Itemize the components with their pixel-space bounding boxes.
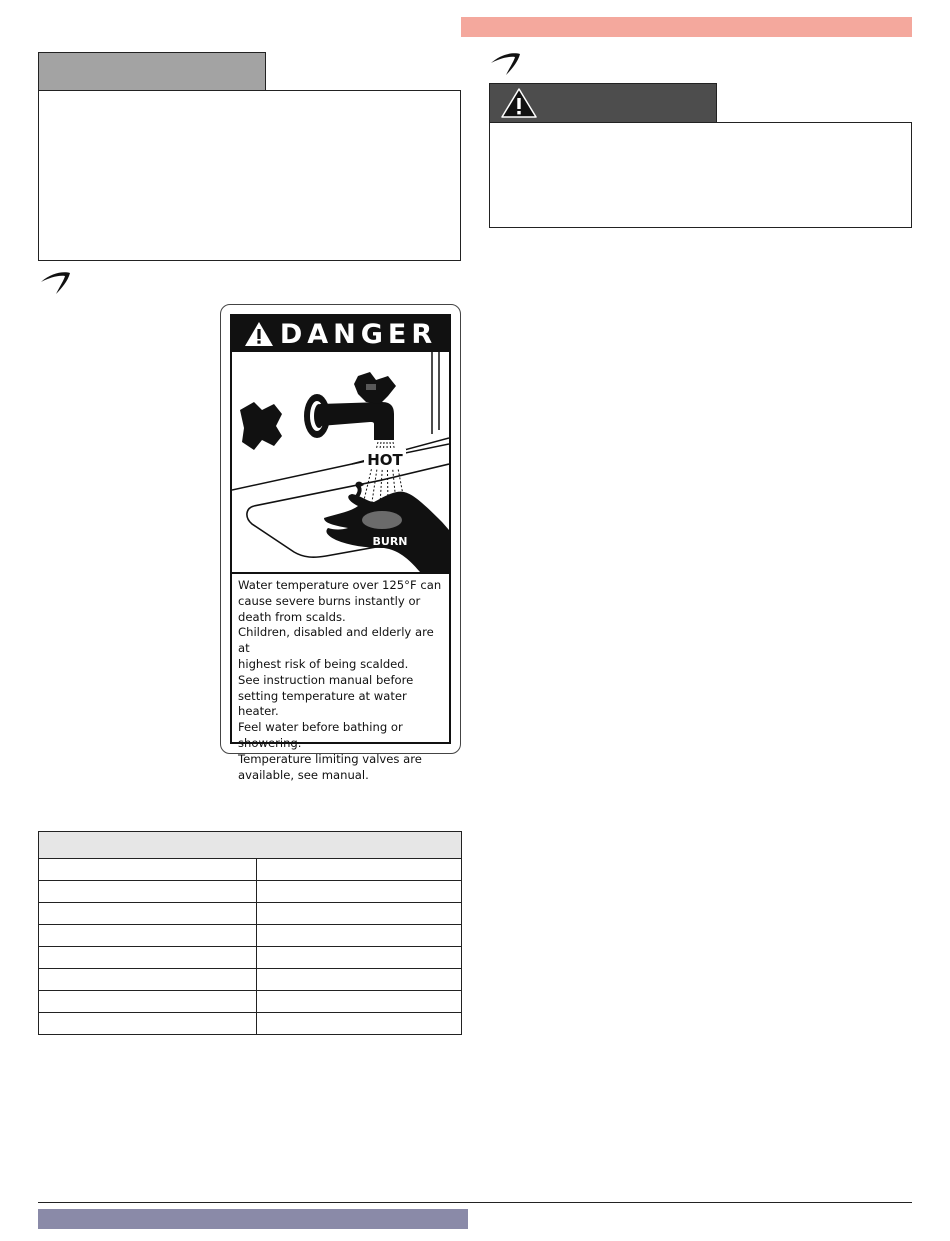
danger-line: available, see manual. — [238, 767, 369, 782]
notice-tab — [38, 52, 266, 90]
table-row — [39, 881, 462, 903]
table-header-row — [39, 832, 462, 859]
swoosh-icon — [489, 51, 523, 77]
danger-line: Feel water before bathing or — [238, 720, 403, 735]
hot-label: HOT — [367, 451, 403, 469]
header-band — [461, 17, 912, 37]
danger-line: death from scalds. — [238, 609, 346, 624]
table-row — [39, 991, 462, 1013]
table-cell — [257, 947, 462, 969]
table-row — [39, 1013, 462, 1035]
danger-line: Temperature limiting valves are — [238, 751, 422, 766]
danger-line: setting temperature at water heater. — [238, 688, 407, 719]
table-row — [39, 969, 462, 991]
table-header-cell — [39, 832, 462, 859]
warning-triangle-icon — [500, 87, 538, 119]
danger-line: cause severe burns instantly or — [238, 593, 421, 608]
danger-line: See instruction manual before — [238, 672, 414, 687]
notice-box — [38, 90, 461, 261]
table-row — [39, 925, 462, 947]
warning-box — [489, 122, 912, 228]
warning-triangle-icon — [244, 321, 274, 347]
table-cell — [39, 969, 257, 991]
table-cell — [39, 925, 257, 947]
danger-line: Water temperature over 125°F can — [238, 578, 442, 592]
table-cell — [39, 859, 257, 881]
table-cell — [39, 947, 257, 969]
table-cell — [257, 903, 462, 925]
table-cell — [257, 1013, 462, 1035]
table-row — [39, 947, 462, 969]
danger-header — [232, 316, 449, 352]
footer-rule — [38, 1202, 912, 1203]
swoosh-icon — [39, 270, 73, 296]
danger-text — [232, 572, 449, 783]
burn-label: BURN — [372, 535, 408, 548]
table-cell — [257, 859, 462, 881]
table-cell — [257, 925, 462, 947]
table-row — [39, 859, 462, 881]
table-cell — [257, 991, 462, 1013]
spec-table — [38, 831, 462, 1035]
table-cell — [257, 969, 462, 991]
danger-label — [220, 304, 461, 782]
table-cell — [39, 1013, 257, 1035]
hot-water-illustration — [232, 352, 449, 572]
danger-line: Children, disabled and elderly are at — [238, 625, 434, 656]
table-cell — [257, 881, 462, 903]
table-cell — [39, 903, 257, 925]
table-row — [39, 903, 462, 925]
danger-heading: DANGER — [279, 318, 438, 350]
footer-band — [38, 1209, 468, 1229]
table-cell — [39, 991, 257, 1013]
table-cell — [39, 881, 257, 903]
danger-line: highest risk of being scalded. — [238, 656, 409, 671]
danger-line: showering. — [238, 735, 302, 750]
warning-tab — [489, 83, 717, 123]
